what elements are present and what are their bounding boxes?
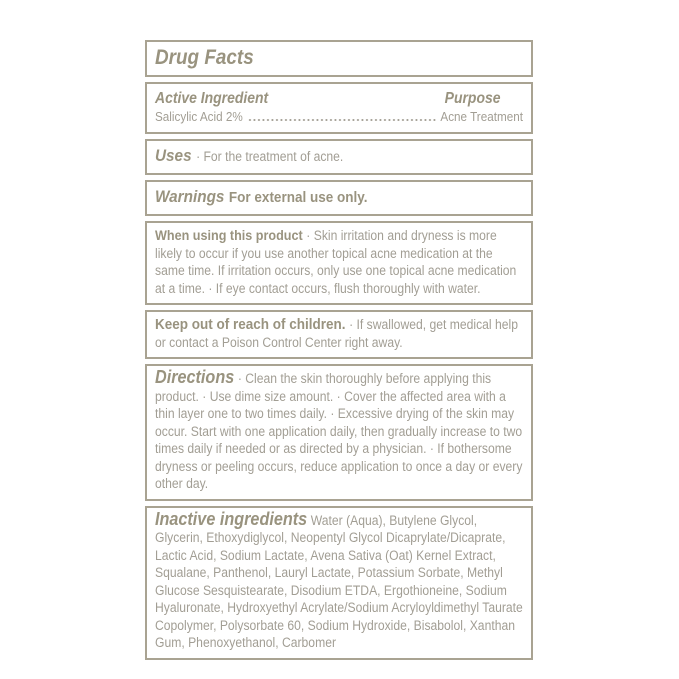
warnings-text: For external use only.: [228, 189, 368, 206]
inactive-ingredients-paragraph: [155, 508, 523, 652]
when-using-paragraph: [155, 227, 523, 297]
active-ingredient-value-row: [155, 108, 523, 125]
when-using-lead: When using this product: [155, 227, 303, 243]
active-ingredient-header-row: [155, 89, 523, 108]
warnings-box: [145, 180, 533, 216]
keep-out-box: [145, 310, 533, 359]
inactive-ingredients-heading: Inactive ingredients: [155, 508, 308, 529]
directions-heading: Directions: [155, 367, 235, 387]
uses-text: · For the treatment of acne.: [196, 149, 344, 164]
keep-out-lead: Keep out of reach of children.: [155, 316, 346, 333]
active-ingredient-box: [145, 82, 533, 134]
when-using-box: [145, 221, 533, 305]
drug-facts-title: Drug Facts: [155, 46, 254, 69]
warnings-line: [155, 188, 523, 207]
keep-out-text: · If swallowed, get medical help or contact a Poison Control Center right away.: [155, 317, 518, 350]
active-ingredient-name: Salicylic Acid 2%: [155, 109, 243, 124]
inactive-ingredients-text: Water (Aqua), Butylene Glycol, Glycerin, Ethoxydiglycol, Neopentyl Glycol Dicaprylate/Dicaprate, Lactic Acid, Sodium Lactate, Avena Sativa (Oat) Kernel Extract, Squalane, Panthenol, Lauryl Lactate, Potassium Sorbate, Methyl Glucose Sesquistearate, Disodium ETDA, Ergothioneine, Sodium Hyaluronate, Hydroxyethyl Acrylate/Sodium Acryloyldimethyl Taurate Copolymer, Polysorbate 60, Sodium Hydroxide, Bisabolol, Xanthan Gum, Phenoxyethanol, Carbomer: [155, 512, 523, 650]
purpose-heading: Purpose: [444, 90, 501, 107]
purpose-value: Acne Treatment: [440, 109, 523, 124]
drug-facts-label: [145, 40, 533, 660]
uses-heading: Uses: [155, 146, 192, 165]
uses-line: [155, 147, 523, 166]
directions-paragraph: [155, 369, 523, 493]
uses-box: [145, 139, 533, 175]
inactive-ingredients-box: [145, 506, 533, 660]
dot-leader: [247, 108, 436, 125]
directions-text: · Clean the skin thoroughly before applying this product. · Use dime size amount. · Cover the affected area with a thin layer one to two times daily. · Excessive drying of the skin may occur. Start with one application daily, then gradually increase to two times daily if needed or as directed by a physician. · If bothersome dryness or peeling occurs, reduce application to once a day or every other day.: [155, 371, 523, 491]
drug-facts-title-box: [145, 40, 533, 77]
active-ingredient-heading: Active Ingredient: [155, 90, 269, 107]
warnings-heading: Warnings: [155, 187, 225, 206]
when-using-text: · Skin irritation and dryness is more likely to occur if you use another topical acne medication at the same time. If irritation occurs, only use one topical acne medication at a time. · If eye contact occurs, flush thoroughly with water.: [155, 228, 517, 296]
keep-out-paragraph: [155, 316, 523, 351]
directions-box: [145, 364, 533, 501]
